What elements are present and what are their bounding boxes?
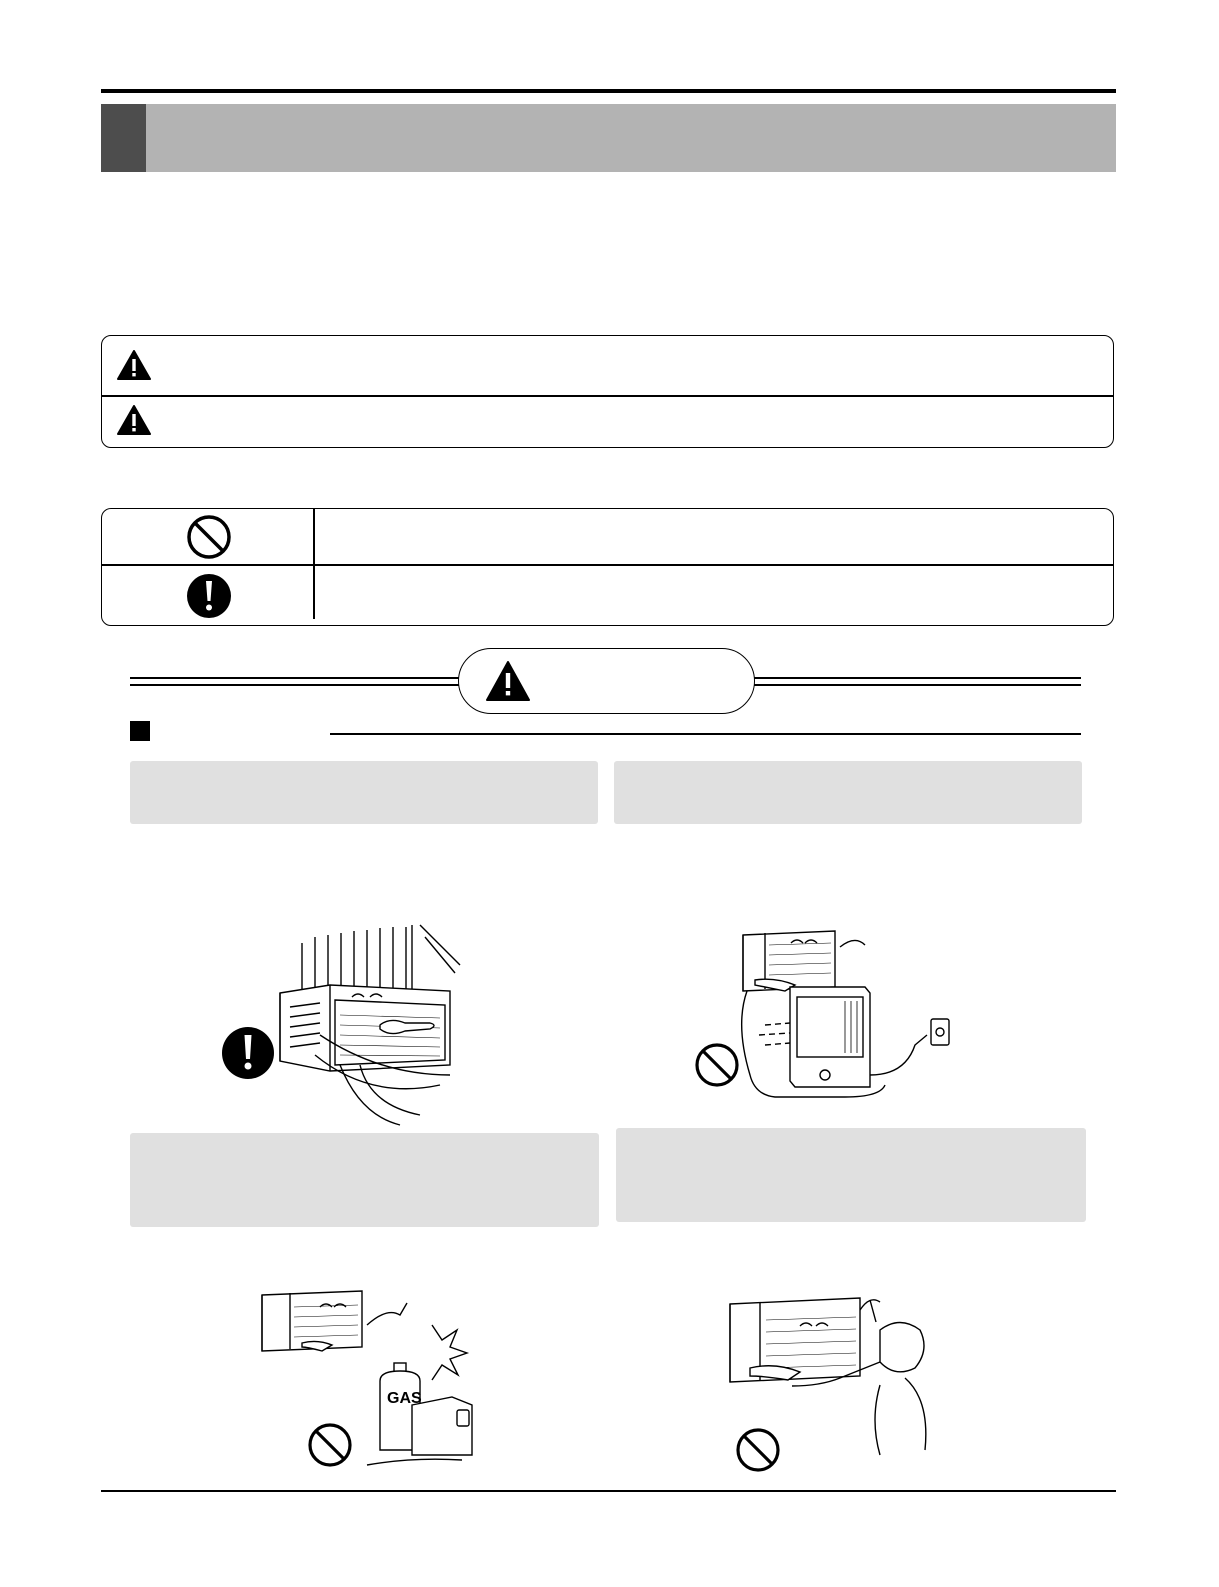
instruction-box-bottom-left bbox=[130, 1133, 599, 1227]
top-rule bbox=[101, 89, 1116, 93]
banner-line-left-top bbox=[130, 677, 460, 679]
mandatory-icon bbox=[222, 1027, 274, 1079]
instruction-box-bottom-right bbox=[616, 1128, 1086, 1222]
banner-line-right-bottom bbox=[753, 684, 1081, 686]
gas-cylinder-illustration bbox=[262, 1285, 502, 1475]
signal-word-box bbox=[101, 335, 1114, 448]
gas-cylinder-label: GAS bbox=[387, 1390, 422, 1407]
bottom-rule bbox=[101, 1490, 1116, 1492]
warning-triangle-icon bbox=[116, 349, 152, 381]
symbol-box-divider bbox=[102, 564, 1113, 566]
symbol-box bbox=[101, 508, 1114, 626]
person-touching-unit-illustration bbox=[730, 1290, 970, 1475]
window-unit-installation-illustration bbox=[220, 925, 480, 1125]
prohibited-icon bbox=[697, 1045, 737, 1085]
warning-banner-triangle-icon bbox=[485, 660, 531, 702]
section-marker-square bbox=[130, 721, 150, 741]
symbol-box-column-divider bbox=[313, 509, 315, 619]
heater-near-unit-illustration bbox=[695, 925, 965, 1110]
instruction-text bbox=[614, 761, 1082, 781]
instruction-text bbox=[130, 1133, 599, 1153]
signal-word-divider bbox=[102, 395, 1113, 397]
prohibited-icon bbox=[186, 514, 232, 560]
instruction-text bbox=[130, 761, 598, 781]
title-bar-tab bbox=[101, 104, 146, 172]
banner-line-left-bottom bbox=[130, 684, 460, 686]
caution-triangle-icon bbox=[116, 404, 152, 436]
instruction-box-top-right bbox=[614, 761, 1082, 824]
section-rule bbox=[330, 733, 1081, 735]
prohibited-icon bbox=[738, 1430, 778, 1470]
banner-line-right-top bbox=[753, 677, 1081, 679]
prohibited-icon bbox=[310, 1425, 350, 1465]
mandatory-icon bbox=[186, 573, 232, 619]
instruction-box-top-left bbox=[130, 761, 598, 824]
title-bar bbox=[101, 104, 1116, 172]
instruction-text bbox=[616, 1128, 1086, 1148]
